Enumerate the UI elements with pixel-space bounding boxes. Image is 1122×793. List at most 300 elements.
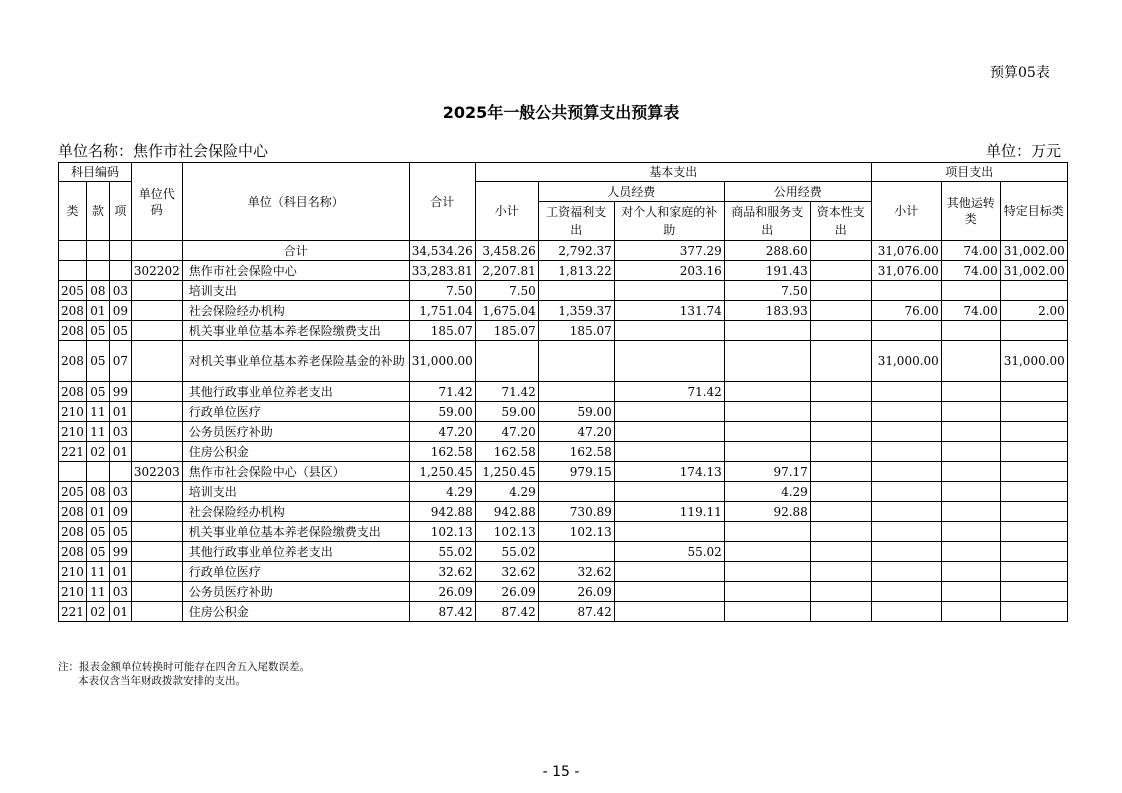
cell-goods-services: 183.93 [724, 301, 810, 321]
cell-specific-target [1000, 502, 1067, 522]
cell-lei: 208 [59, 341, 87, 382]
cell-salary [538, 542, 614, 562]
cell-project-subtotal [871, 542, 941, 562]
cell-unit-code [131, 241, 182, 261]
cell-basic-subtotal: 2,207.81 [475, 261, 538, 281]
cell-project-subtotal [871, 482, 941, 502]
cell-capital [810, 241, 871, 261]
table-row [59, 301, 1068, 321]
cell-goods-services [724, 602, 810, 622]
cell-unit-code [131, 321, 182, 341]
cell-total: 4.29 [409, 482, 475, 502]
cell-other-transfer: 74.00 [941, 301, 1000, 321]
table-row [59, 542, 1068, 562]
cell-project-subtotal [871, 422, 941, 442]
cell-other-transfer [941, 462, 1000, 482]
header-total: 合计 [409, 163, 475, 241]
cell-basic-subtotal: 185.07 [475, 321, 538, 341]
cell-other-transfer [941, 382, 1000, 402]
form-code: 预算05表 [990, 65, 1050, 81]
cell-goods-services: 7.50 [724, 281, 810, 301]
cell-xiang: 99 [109, 382, 131, 402]
cell-goods-services [724, 382, 810, 402]
cell-basic-subtotal [475, 341, 538, 382]
cell-unit-code [131, 562, 182, 582]
cell-kuan: 05 [86, 341, 109, 382]
cell-total: 26.09 [409, 582, 475, 602]
cell-goods-services [724, 562, 810, 582]
cell-name: 培训支出 [182, 482, 409, 502]
cell-basic-subtotal: 162.58 [475, 442, 538, 462]
cell-unit-code [131, 602, 182, 622]
cell-name: 公务员医疗补助 [182, 582, 409, 602]
cell-kuan: 05 [86, 321, 109, 341]
cell-capital [810, 341, 871, 382]
cell-unit-code: 302202 [131, 261, 182, 281]
header-goods-services: 商品和服务支出 [724, 202, 810, 241]
cell-total: 34,534.26 [409, 241, 475, 261]
cell-unit-code [131, 482, 182, 502]
cell-project-subtotal: 31,076.00 [871, 241, 941, 261]
cell-lei: 210 [59, 582, 87, 602]
cell-basic-subtotal: 55.02 [475, 542, 538, 562]
header-salary: 工资福利支出 [538, 202, 614, 241]
cell-specific-target: 31,002.00 [1000, 261, 1067, 281]
cell-project-subtotal [871, 602, 941, 622]
cell-total: 71.42 [409, 382, 475, 402]
cell-other-transfer [941, 281, 1000, 301]
cell-other-transfer [941, 442, 1000, 462]
cell-kuan: 11 [86, 562, 109, 582]
cell-other-transfer [941, 402, 1000, 422]
cell-specific-target [1000, 542, 1067, 562]
cell-capital [810, 321, 871, 341]
cell-goods-services: 92.88 [724, 502, 810, 522]
cell-subsidy [614, 562, 724, 582]
cell-subsidy [614, 602, 724, 622]
cell-total: 1,751.04 [409, 301, 475, 321]
cell-basic-subtotal: 47.20 [475, 422, 538, 442]
header-kuan: 款 [86, 182, 109, 241]
cell-unit-code [131, 281, 182, 301]
cell-salary [538, 281, 614, 301]
cell-subsidy [614, 281, 724, 301]
cell-unit-code [131, 382, 182, 402]
cell-goods-services: 288.60 [724, 241, 810, 261]
table-row [59, 462, 1068, 482]
cell-lei [59, 261, 87, 281]
cell-specific-target [1000, 602, 1067, 622]
cell-other-transfer: 74.00 [941, 241, 1000, 261]
header-capital: 资本性支出 [810, 202, 871, 241]
table-row [59, 341, 1068, 382]
cell-total: 185.07 [409, 321, 475, 341]
cell-unit-code: 302203 [131, 462, 182, 482]
cell-kuan: 08 [86, 482, 109, 502]
cell-salary: 185.07 [538, 321, 614, 341]
cell-other-transfer [941, 321, 1000, 341]
cell-unit-code [131, 341, 182, 382]
notes [58, 660, 310, 688]
cell-kuan: 05 [86, 542, 109, 562]
cell-project-subtotal [871, 522, 941, 542]
cell-project-subtotal: 76.00 [871, 301, 941, 321]
page-number: - 15 - [542, 764, 580, 780]
cell-capital [810, 582, 871, 602]
cell-name: 焦作市社会保险中心 [182, 261, 409, 281]
table-body [59, 241, 1068, 622]
cell-xiang: 03 [109, 281, 131, 301]
cell-kuan: 02 [86, 442, 109, 462]
cell-kuan: 01 [86, 301, 109, 321]
cell-goods-services: 97.17 [724, 462, 810, 482]
cell-xiang: 05 [109, 522, 131, 542]
cell-salary: 102.13 [538, 522, 614, 542]
cell-capital [810, 482, 871, 502]
cell-unit-code [131, 301, 182, 321]
cell-total: 7.50 [409, 281, 475, 301]
cell-project-subtotal [871, 582, 941, 602]
cell-subsidy: 203.16 [614, 261, 724, 281]
cell-total: 31,000.00 [409, 341, 475, 382]
header-row-1 [59, 163, 1068, 182]
cell-lei: 208 [59, 502, 87, 522]
table-row [59, 482, 1068, 502]
cell-salary [538, 382, 614, 402]
cell-other-transfer [941, 602, 1000, 622]
cell-capital [810, 502, 871, 522]
cell-lei: 210 [59, 422, 87, 442]
page-title: 2025年一般公共预算支出预算表 [442, 103, 680, 122]
cell-lei: 205 [59, 281, 87, 301]
cell-unit-code [131, 522, 182, 542]
cell-lei: 210 [59, 562, 87, 582]
table-row [59, 602, 1068, 622]
cell-specific-target: 31,000.00 [1000, 341, 1067, 382]
table-row [59, 562, 1068, 582]
table-row [59, 402, 1068, 422]
cell-other-transfer [941, 562, 1000, 582]
cell-capital [810, 462, 871, 482]
cell-specific-target [1000, 482, 1067, 502]
cell-capital [810, 542, 871, 562]
cell-kuan: 11 [86, 422, 109, 442]
table-row [59, 281, 1068, 301]
cell-basic-subtotal: 942.88 [475, 502, 538, 522]
cell-basic-subtotal: 4.29 [475, 482, 538, 502]
header-xiang: 项 [109, 182, 131, 241]
cell-total: 942.88 [409, 502, 475, 522]
cell-lei: 208 [59, 301, 87, 321]
cell-xiang: 03 [109, 482, 131, 502]
cell-project-subtotal: 31,076.00 [871, 261, 941, 281]
cell-kuan: 05 [86, 522, 109, 542]
cell-name: 合计 [182, 241, 409, 261]
cell-project-subtotal [871, 442, 941, 462]
cell-subsidy: 119.11 [614, 502, 724, 522]
cell-salary: 59.00 [538, 402, 614, 422]
note-line-2: 本表仅含当年财政拨款安排的支出。 [78, 675, 246, 687]
cell-other-transfer: 74.00 [941, 261, 1000, 281]
header-public-funds: 公用经费 [724, 182, 871, 202]
cell-project-subtotal [871, 462, 941, 482]
cell-kuan [86, 462, 109, 482]
cell-basic-subtotal: 26.09 [475, 582, 538, 602]
cell-kuan: 11 [86, 582, 109, 602]
cell-name: 社会保险经办机构 [182, 301, 409, 321]
unit-measure-label: 单位：万元 [986, 142, 1062, 160]
cell-goods-services [724, 442, 810, 462]
cell-lei: 208 [59, 382, 87, 402]
cell-lei: 210 [59, 402, 87, 422]
cell-specific-target [1000, 281, 1067, 301]
cell-project-subtotal: 31,000.00 [871, 341, 941, 382]
cell-capital [810, 522, 871, 542]
cell-goods-services [724, 422, 810, 442]
cell-subsidy [614, 522, 724, 542]
cell-name: 住房公积金 [182, 442, 409, 462]
unit-name-label: 单位名称：焦作市社会保险中心 [58, 142, 269, 160]
header-project-subtotal: 小计 [871, 182, 941, 241]
cell-name: 公务员医疗补助 [182, 422, 409, 442]
cell-project-subtotal [871, 321, 941, 341]
cell-salary: 87.42 [538, 602, 614, 622]
cell-basic-subtotal: 32.62 [475, 562, 538, 582]
cell-other-transfer [941, 542, 1000, 562]
cell-kuan: 01 [86, 502, 109, 522]
cell-basic-subtotal: 3,458.26 [475, 241, 538, 261]
cell-capital [810, 402, 871, 422]
cell-other-transfer [941, 422, 1000, 442]
cell-total: 33,283.81 [409, 261, 475, 281]
cell-unit-code [131, 542, 182, 562]
note-line-1: 注：报表金额单位转换时可能存在四舍五入尾数误差。 [58, 661, 310, 673]
cell-lei [59, 241, 87, 261]
cell-xiang: 01 [109, 442, 131, 462]
cell-lei: 205 [59, 482, 87, 502]
cell-xiang [109, 241, 131, 261]
header-personnel-funds: 人员经费 [538, 182, 724, 202]
header-subject-code: 科目编码 [59, 163, 132, 182]
cell-xiang [109, 261, 131, 281]
cell-specific-target [1000, 582, 1067, 602]
cell-xiang: 09 [109, 301, 131, 321]
cell-goods-services [724, 402, 810, 422]
cell-salary: 979.15 [538, 462, 614, 482]
cell-subsidy [614, 442, 724, 462]
cell-lei [59, 462, 87, 482]
header-other-transfer: 其他运转类 [941, 182, 1000, 241]
cell-kuan [86, 241, 109, 261]
cell-name: 对机关事业单位基本养老保险基金的补助 [182, 341, 409, 382]
cell-capital [810, 422, 871, 442]
header-lei: 类 [59, 182, 87, 241]
cell-capital [810, 261, 871, 281]
cell-specific-target [1000, 321, 1067, 341]
cell-other-transfer [941, 502, 1000, 522]
cell-subsidy [614, 582, 724, 602]
cell-capital [810, 301, 871, 321]
cell-unit-code [131, 582, 182, 602]
cell-salary: 730.89 [538, 502, 614, 522]
cell-subsidy: 131.74 [614, 301, 724, 321]
cell-unit-code [131, 402, 182, 422]
cell-specific-target [1000, 462, 1067, 482]
cell-unit-code [131, 442, 182, 462]
cell-subsidy [614, 402, 724, 422]
cell-capital [810, 382, 871, 402]
cell-subsidy [614, 482, 724, 502]
header-unit-subject: 单位（科目名称） [182, 163, 409, 241]
cell-salary [538, 482, 614, 502]
table-row [59, 321, 1068, 341]
cell-kuan [86, 261, 109, 281]
cell-basic-subtotal: 7.50 [475, 281, 538, 301]
table-row [59, 382, 1068, 402]
cell-kuan: 05 [86, 382, 109, 402]
cell-specific-target: 2.00 [1000, 301, 1067, 321]
cell-subsidy: 55.02 [614, 542, 724, 562]
header-project-expenditure: 项目支出 [871, 163, 1067, 182]
cell-name: 社会保险经办机构 [182, 502, 409, 522]
cell-name: 其他行政事业单位养老支出 [182, 382, 409, 402]
cell-xiang: 01 [109, 562, 131, 582]
cell-unit-code [131, 502, 182, 522]
table-row [59, 442, 1068, 462]
table-row [59, 261, 1068, 281]
table-row [59, 502, 1068, 522]
header-subsidy: 对个人和家庭的补助 [614, 202, 724, 241]
cell-xiang: 99 [109, 542, 131, 562]
header-specific-target: 特定目标类 [1000, 182, 1067, 241]
cell-total: 1,250.45 [409, 462, 475, 482]
cell-basic-subtotal: 71.42 [475, 382, 538, 402]
cell-goods-services [724, 542, 810, 562]
cell-subsidy: 71.42 [614, 382, 724, 402]
cell-xiang: 05 [109, 321, 131, 341]
cell-total: 32.62 [409, 562, 475, 582]
cell-name: 培训支出 [182, 281, 409, 301]
cell-name: 行政单位医疗 [182, 402, 409, 422]
cell-name: 行政单位医疗 [182, 562, 409, 582]
budget-table [58, 162, 1068, 622]
cell-specific-target [1000, 522, 1067, 542]
cell-name: 机关事业单位基本养老保险缴费支出 [182, 522, 409, 542]
cell-name: 机关事业单位基本养老保险缴费支出 [182, 321, 409, 341]
cell-kuan: 11 [86, 402, 109, 422]
cell-xiang: 09 [109, 502, 131, 522]
cell-other-transfer [941, 341, 1000, 382]
cell-project-subtotal [871, 502, 941, 522]
cell-salary: 2,792.37 [538, 241, 614, 261]
cell-specific-target [1000, 562, 1067, 582]
cell-salary: 162.58 [538, 442, 614, 462]
cell-other-transfer [941, 522, 1000, 542]
cell-total: 162.58 [409, 442, 475, 462]
header-unit-code: 单位代码 [131, 163, 182, 241]
cell-basic-subtotal: 87.42 [475, 602, 538, 622]
cell-other-transfer [941, 482, 1000, 502]
cell-capital [810, 602, 871, 622]
cell-goods-services [724, 582, 810, 602]
cell-lei: 221 [59, 442, 87, 462]
cell-basic-subtotal: 1,675.04 [475, 301, 538, 321]
cell-subsidy [614, 422, 724, 442]
table-row [59, 582, 1068, 602]
cell-xiang: 07 [109, 341, 131, 382]
header-basic-subtotal: 小计 [475, 182, 538, 241]
cell-salary: 1,359.37 [538, 301, 614, 321]
cell-total: 47.20 [409, 422, 475, 442]
cell-subsidy [614, 321, 724, 341]
cell-xiang: 01 [109, 602, 131, 622]
cell-lei: 208 [59, 542, 87, 562]
cell-name: 焦作市社会保险中心（县区） [182, 462, 409, 482]
cell-specific-target [1000, 442, 1067, 462]
cell-xiang: 03 [109, 422, 131, 442]
cell-specific-target [1000, 402, 1067, 422]
cell-goods-services: 191.43 [724, 261, 810, 281]
cell-lei: 208 [59, 522, 87, 542]
cell-xiang [109, 462, 131, 482]
cell-capital [810, 562, 871, 582]
table-row [59, 241, 1068, 261]
cell-basic-subtotal: 59.00 [475, 402, 538, 422]
table-row [59, 522, 1068, 542]
cell-project-subtotal [871, 562, 941, 582]
cell-capital [810, 442, 871, 462]
cell-project-subtotal [871, 281, 941, 301]
cell-total: 59.00 [409, 402, 475, 422]
cell-salary: 47.20 [538, 422, 614, 442]
cell-kuan: 02 [86, 602, 109, 622]
cell-specific-target: 31,002.00 [1000, 241, 1067, 261]
cell-unit-code [131, 422, 182, 442]
cell-project-subtotal [871, 382, 941, 402]
cell-salary: 1,813.22 [538, 261, 614, 281]
cell-salary: 32.62 [538, 562, 614, 582]
cell-salary: 26.09 [538, 582, 614, 602]
cell-basic-subtotal: 102.13 [475, 522, 538, 542]
cell-specific-target [1000, 422, 1067, 442]
cell-subsidy: 174.13 [614, 462, 724, 482]
cell-subsidy: 377.29 [614, 241, 724, 261]
cell-capital [810, 281, 871, 301]
cell-basic-subtotal: 1,250.45 [475, 462, 538, 482]
cell-total: 102.13 [409, 522, 475, 542]
cell-salary [538, 341, 614, 382]
cell-xiang: 01 [109, 402, 131, 422]
cell-subsidy [614, 341, 724, 382]
cell-other-transfer [941, 582, 1000, 602]
cell-name: 住房公积金 [182, 602, 409, 622]
header-basic-expenditure: 基本支出 [475, 163, 871, 182]
cell-total: 55.02 [409, 542, 475, 562]
cell-lei: 208 [59, 321, 87, 341]
cell-project-subtotal [871, 402, 941, 422]
cell-xiang: 03 [109, 582, 131, 602]
cell-goods-services: 4.29 [724, 482, 810, 502]
table-row [59, 422, 1068, 442]
cell-goods-services [724, 522, 810, 542]
cell-goods-services [724, 321, 810, 341]
cell-specific-target [1000, 382, 1067, 402]
cell-goods-services [724, 341, 810, 382]
cell-kuan: 08 [86, 281, 109, 301]
cell-total: 87.42 [409, 602, 475, 622]
cell-name: 其他行政事业单位养老支出 [182, 542, 409, 562]
cell-lei: 221 [59, 602, 87, 622]
